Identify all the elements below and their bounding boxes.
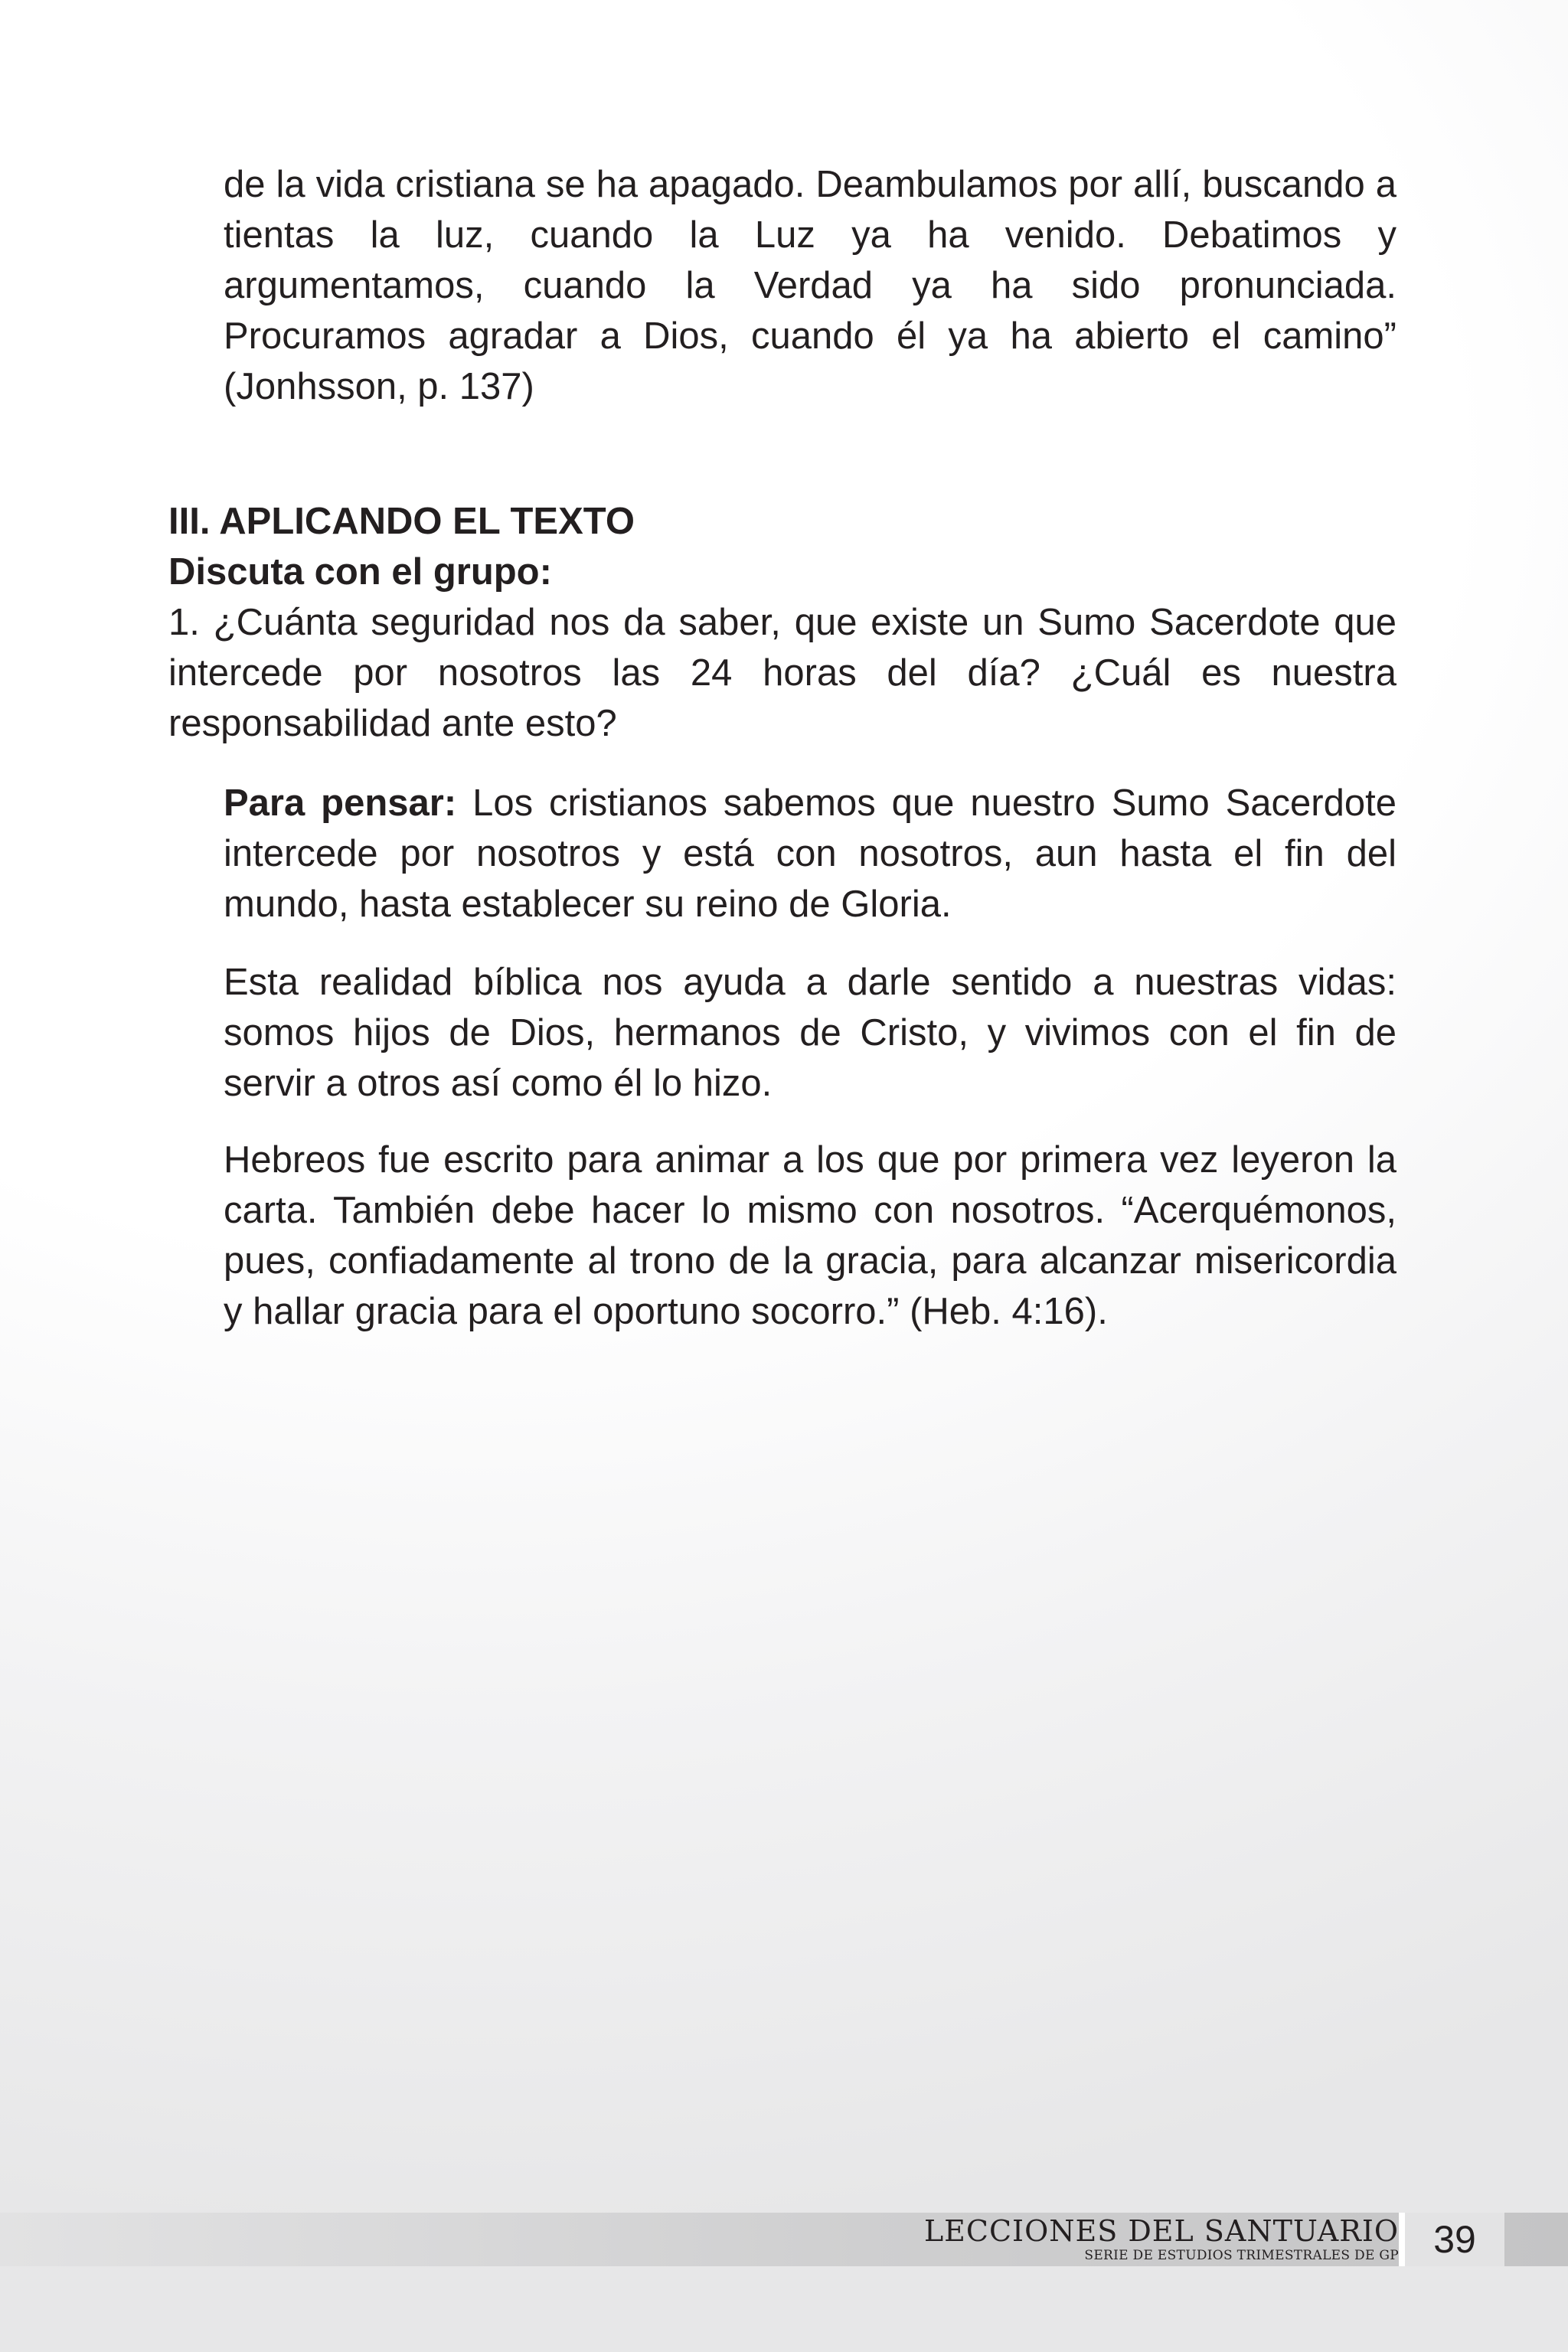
para-pensar-paragraph [224,778,1396,929]
question-1: 1. ¿Cuánta seguridad nos da saber, que existe un Sumo Sacerdote que intercede por nosotros las 24 horas del día? ¿Cuál es nuestra responsabilidad ante esto? [168,602,1396,744]
footer-divider [1399,2213,1405,2266]
paragraph-2: Esta realidad bíblica nos ayuda a darle sentido a nuestras vidas: somos hijos de Dios, hermanos de Cristo, y vivimos con el fin de servir a otros así como él lo hizo. [224,962,1396,1104]
section-heading: III. APLICANDO EL TEXTO [168,501,635,542]
footer-subtitle: SERIE DE ESTUDIOS TRIMESTRALES DE GP [1084,2248,1399,2263]
para-pensar-label: Para pensar: [224,782,457,824]
paragraph-3: Hebreos fue escrito para animar a los que por primera vez leyeron la carta. También debe hacer lo mismo con nosotros. “Acerquémonos, pues, confiadamente al trono de la gracia, para alcanzar misericordia y hallar gracia para el oportuno socorro.” (Heb. 4:16). [224,1139,1396,1332]
para-pensar-text: Los cristianos sabemos que nuestro Sumo Sacerdote intercede por nosotros y está con nosotros, aun hasta el fin del mundo, hasta establecer su reino de Gloria. [224,782,1396,925]
footer-title: LECCIONES DEL SANTUARIO [923,2214,1399,2248]
page-number: 39 [1405,2213,1504,2266]
discussion-subheading: Discuta con el grupo: [168,551,552,593]
continuation-paragraph: de la vida cristiana se ha apagado. Deambulamos por allí, buscando a tientas la luz, cuando la Luz ya ha venido. Debatimos y argumentamos, cuando la Verdad ya ha sido pronunciada. Procuramos agradar a Dios, cuando él ya ha abierto el camino” (Jonhsson, p. 137) [224,164,1396,407]
